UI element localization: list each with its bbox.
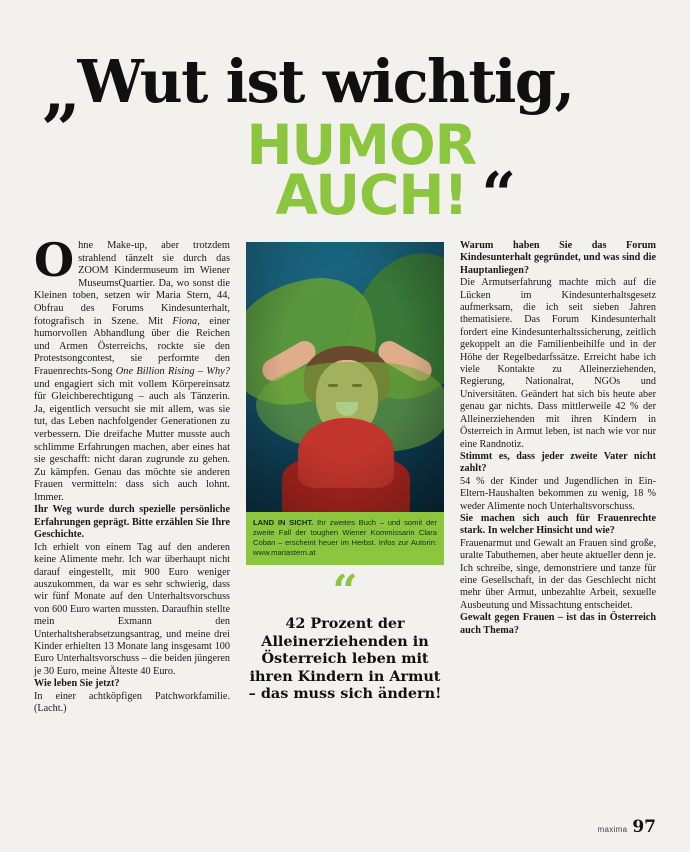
question-6: Gewalt gegen Frauen – ist das in Österreich auch Thema? (460, 612, 656, 636)
page-number: 97 (632, 817, 656, 837)
page-footer (598, 819, 656, 836)
pull-quote-mark: “ (332, 566, 358, 617)
question-4: Stimmt es, dass jeder zweite Vater nicht zahlt? (460, 450, 656, 475)
drop-cap: O (34, 233, 75, 287)
caption-label: LAND IN SICHT. (253, 518, 314, 527)
headline-line-1 (42, 47, 656, 131)
headline-line-1-text: Wut ist wichtig, (77, 47, 574, 116)
lead-text-1: hne Make-up, aber trotzdem strahlend tänzelt sie durch das ZOOM Kindermuseum im Wiener MuseumsQuartier. Da, wo sonst die Kleinen toben, setzen wir Maria Stern, 44, Obfrau des Forums Kindesunterhalt, fotografisch in Szene. Mit (34, 240, 230, 327)
lead-text-3: und engagiert sich mit vollem Körpereinsatz für Gleichberechtigung – auch als Tänzerin. Ja, eigentlich versucht sie mit allem, was sie tut, das Leben nachfolgender Generationen zu verbessern. Die dreifache Mutter musste auch schlimme Erfahrungen machen, aber eines hat sie geschafft: nicht daran zugrunde zu gehen. Zu kämpfen. Genau das möchte sie anderen Frauen vermitteln: dass sich auch lohnt. Immer. (34, 378, 230, 503)
quote-open-glyph: „ (42, 51, 80, 131)
headline-line-3: AUCH! (275, 162, 468, 227)
column-center (246, 240, 444, 832)
answer-1: Ich erhielt von einem Tag auf den anderen keine Alimente mehr. Ich war überhaupt nicht darauf eingestellt, mit 900 Euro weniger auszukommen, da war es sehr schwierig, dass wir fünf Monate auf den Unterhaltsvorschuss von 600 Euro warten mussten. Daraufhin stellte mein Exmann den Unterhaltsherabsetzungsantrag, und meine drei Kinder erhielten 13 Monate lang insgesamt 100 Euro Unterhaltsvorschuss – die beiden jüngeren je 30 Euro, meine Älteste 40 Euro. (34, 541, 230, 677)
photo-vignette (246, 242, 444, 512)
column-right (460, 240, 656, 832)
answer-5: Frauenarmut und Gewalt an Frauen sind große, uralte Tabuthemen, aber heute aktueller denn je. Ich schreibe, singe, demonstriere und tanze für eine Gesellschaft, in der das Geschlecht nicht mehr über Armut, unbezahlte Arbeit, sexuelle Ausbeutung und Missachtung entscheidet. (460, 537, 656, 611)
brand-name: maxima (597, 825, 628, 834)
quote-close-glyph: “ (481, 159, 516, 230)
pull-quote (246, 566, 444, 703)
photo-caption (246, 512, 444, 565)
answer-4: 54 % der Kinder und Jugendlichen in Ein-Eltern-Haushalten bekommen zu wenig, 18 % weder Alimente noch Unterhaltsvorschuss. (460, 475, 656, 512)
question-1: Ihr Weg wurde durch spezielle persönliche Erfahrungen geprägt. Bitte erzählen Sie Ihre Geschichte. (34, 504, 230, 541)
lead-italic-2: One Billion Rising – Why? (115, 365, 230, 377)
caption-link[interactable]: www.mariastern.at (253, 548, 316, 557)
question-5: Sie machen sich auch für Frauenrechte stark. In welcher Hinsicht und wie? (460, 512, 656, 537)
lead-paragraph (34, 233, 230, 504)
question-2: Wie leben Sie jetzt? (34, 678, 120, 690)
headline-line-2: HUMOR (246, 112, 476, 177)
question-3: Warum haben Sie das Forum Kindesunterhalt gegründet, und was sind die Hauptanliegen? (460, 240, 656, 276)
article-columns (34, 233, 656, 832)
page-title (34, 47, 656, 230)
answer-3: Die Armutserfahrung machte mich auf die Lücken im Kindesunterhaltsgesetz aufmerksam, die ich seit sieben Jahren thematisiere. Das Forum Kindesunterhalt fordert eine Kindesunterhaltssicherung, zeitlich gekoppelt an die Familienbeihilfe und in der Höhe der Regelbedarfssätze. Erreicht habe ich viele Kontakte zu Alleinerziehenden, Regierung, Nationalrat, NGOs und Universitäten. Geändert hat sich bis heute aber genau gar nichts. Dass mittlerweile 42 % der Alleinerziehenden mit ihren Kindern in Österreich in Armut leben, ist nach wie vor nur eine Randnotiz. (460, 277, 656, 450)
caption-text: Ihr zweites Buch – und somit der zweite Fall der toughen Wiener Kommissarin Clara Coban – erscheint heuer im Herbst. Infos zur Autorin: (253, 518, 437, 547)
answer-2: In einer achtköpfigen Patchworkfamilie. (Lacht.) (34, 690, 230, 714)
lead-text-2: , einer humorvollen Abhandlung über die Reichen und Armen Österreichs, rockte sie den Protestsongcontest, sie performte den Frauenrechts-Song (34, 315, 230, 377)
pull-quote-text: 42 Prozent der Alleinerziehenden in Österreich leben mit ihren Kindern in Armut – das muss sich ändern! (248, 615, 442, 702)
portrait-photo (246, 242, 444, 512)
lead-italic-1: Fiona (172, 315, 198, 327)
column-left (34, 233, 230, 832)
